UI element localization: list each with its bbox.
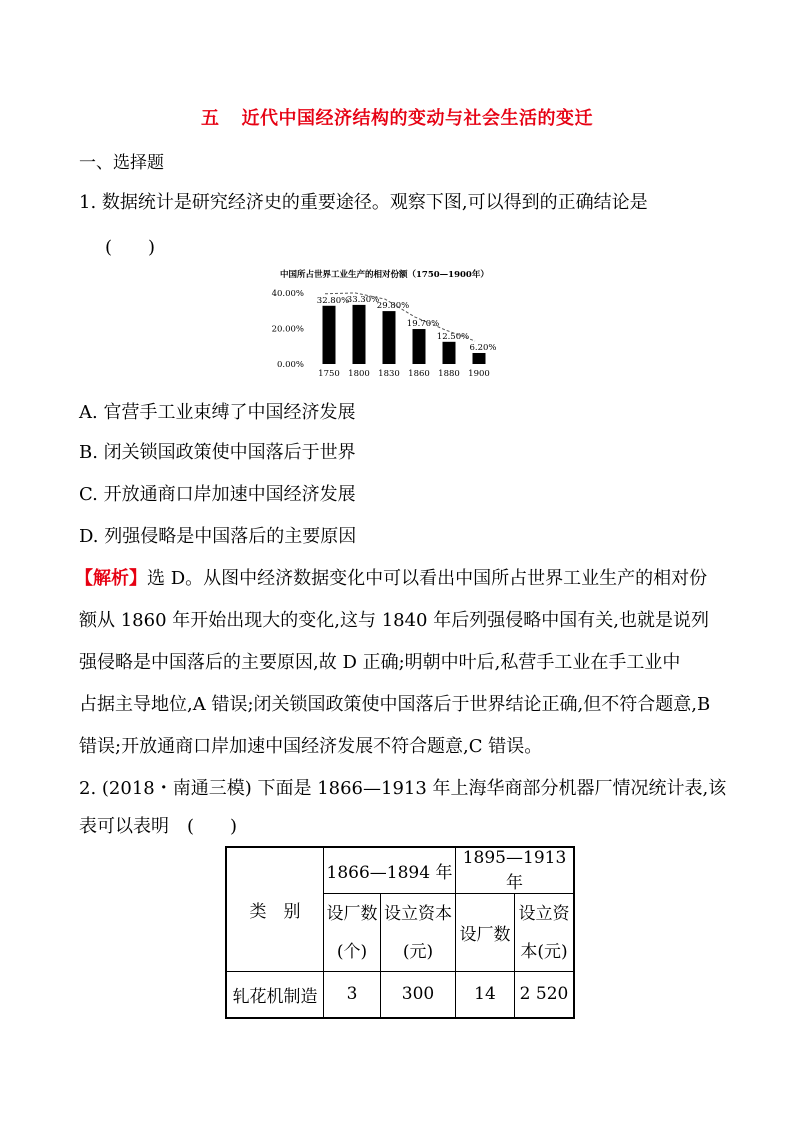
table-row [226, 972, 574, 1018]
q1-analysis-line-3: 强侵略是中国落后的主要原因,故 D 正确;明朝中叶后,私营手工业在手工业中 [79, 652, 681, 673]
analysis-text: 选 D。从图中经济数据变化中可以看出中国所占世界工业生产的相对份 [147, 568, 708, 589]
table-header-col-a: 设厂数 (个) [324, 894, 381, 972]
q2-stats-table [225, 846, 575, 1019]
q1-analysis-line-2: 额从 1860 年开始出现大的变化,这与 1840 年后列强侵略中国有关,也就是说列 [79, 610, 709, 631]
page-title [0, 104, 794, 130]
chart-title: 中国所占世界工业生产的相对份额（1750—1900年） [280, 270, 489, 280]
data-label: 6.20% [469, 342, 497, 353]
bar-chart [262, 266, 534, 382]
x-tick-label: 1900 [468, 369, 490, 379]
x-tick-label: 1880 [438, 369, 460, 379]
q1-analysis-line-4: 占据主导地位,A 错误;闭关锁国政策使中国落后于世界结论正确,但不符合题意,B [79, 694, 711, 715]
table-header-category: 类 别 [226, 847, 324, 972]
data-label: 29.80% [376, 301, 410, 312]
data-label: 32.80% [316, 295, 350, 306]
x-tick-label: 1860 [408, 369, 430, 379]
title-number: 五 [201, 108, 220, 129]
q1-analysis-line-1 [75, 564, 707, 590]
q1-answer-paren: ( ) [105, 237, 156, 258]
table-header-col-d: 设立资 本(元) [515, 894, 575, 972]
table-cell-d: 2 520 [515, 972, 575, 1018]
q2-stem-line-1: 2. (2018・南通三模) 下面是 1866—1913 年上海华商部分机器厂情况统计表,该 [79, 778, 727, 799]
data-label: 12.50% [436, 331, 470, 342]
table-cell-c: 14 [456, 972, 515, 1018]
table-header-col-b: 设立资本 (元) [381, 894, 456, 972]
q1-analysis-line-5: 错误;开放通商口岸加速中国经济发展不符合题意,C 错误。 [79, 736, 543, 757]
q1-option-a: A. 官营手工业束缚了中国经济发展 [79, 402, 356, 423]
x-tick-label: 1830 [378, 369, 400, 379]
y-tick-label: 0.00% [276, 360, 304, 370]
data-label: 33.30% [346, 294, 380, 305]
q1-option-b: B. 闭关锁国政策使中国落后于世界 [79, 442, 356, 463]
table-header-period-2: 1895—1913 年 [456, 847, 575, 894]
table-header-col-c: 设厂数 [456, 894, 515, 972]
table-cell-a: 3 [324, 972, 381, 1018]
q1-option-c: C. 开放通商口岸加速中国经济发展 [79, 484, 356, 505]
table-cell-category: 轧花机制造 [226, 972, 324, 1018]
q2-stem-line-2: 表可以表明 ( ) [79, 816, 238, 837]
data-label: 19.70% [406, 319, 440, 330]
table-header-period-1: 1866—1894 年 [324, 847, 456, 894]
table-cell-b: 300 [381, 972, 456, 1018]
bar [413, 329, 426, 364]
bar [473, 353, 486, 364]
bar [323, 306, 336, 364]
x-tick-label: 1750 [318, 369, 340, 379]
q1-option-d: D. 列强侵略是中国落后的主要原因 [79, 526, 357, 547]
section-heading: 一、选择题 [79, 153, 164, 173]
y-tick-label: 40.00% [271, 289, 304, 299]
bar [353, 305, 366, 364]
title-text: 近代中国经济结构的变动与社会生活的变迁 [241, 108, 593, 129]
y-tick-label: 20.00% [271, 324, 304, 335]
analysis-tag: 【解析】 [75, 568, 147, 589]
x-tick-label: 1800 [348, 369, 370, 379]
bar [443, 342, 456, 364]
q1-chart [262, 266, 534, 382]
q1-stem: 1. 数据统计是研究经济史的重要途径。观察下图,可以得到的正确结论是 [79, 192, 648, 213]
bar [383, 311, 396, 364]
